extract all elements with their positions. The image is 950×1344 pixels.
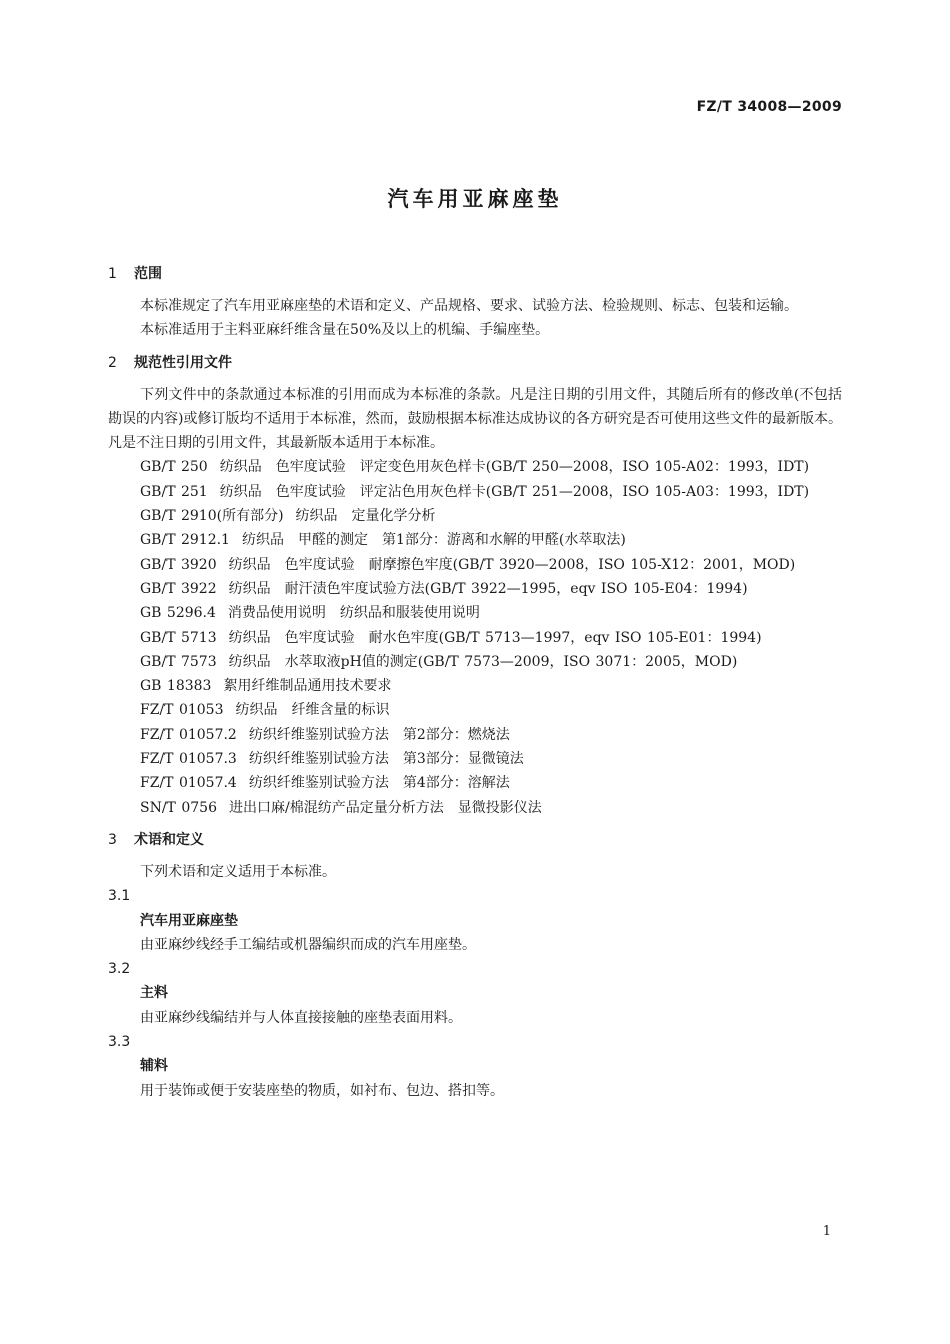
scope-paragraph: 本标准规定了汽车用亚麻座垫的术语和定义、产品规格、要求、试验方法、检验规则、标志、包装和运输。 xyxy=(140,298,798,314)
term-number: 3.2 xyxy=(108,961,131,978)
reference-item: GB/T 2910(所有部分) 纺织品 定量化学分析 xyxy=(140,508,436,525)
reference-list xyxy=(108,455,842,819)
reference-item: GB 18383 絮用纤维制品通用技术要求 xyxy=(140,678,392,695)
term-number: 3.1 xyxy=(108,888,131,905)
reference-item: GB/T 3922 纺织品 耐汗渍色牢度试验方法(GB/T 3922—1995，eqv ISO 105-E04：1994) xyxy=(140,580,748,597)
reference-item: FZ/T 01053 纺织品 纤维含量的标识 xyxy=(140,702,390,719)
reference-item: GB/T 3920 纺织品 色牢度试验 耐摩擦色牢度(GB/T 3920—2008，ISO 105-X12：2001，MOD) xyxy=(140,556,796,573)
standard-number: FZ/T 34008—2009 xyxy=(696,99,842,115)
section-number: 2 xyxy=(108,354,117,371)
section-heading-references xyxy=(108,351,842,375)
reference-item: FZ/T 01057.4 纺织纤维鉴别试验方法 第4部分：溶解法 xyxy=(140,775,510,792)
term-name: 辅料 xyxy=(140,1058,168,1075)
reference-item: FZ/T 01057.2 纺织纤维鉴别试验方法 第2部分：燃烧法 xyxy=(140,726,510,743)
term-name: 主料 xyxy=(140,985,168,1002)
section-heading-scope xyxy=(108,262,842,286)
term-definition: 由亚麻纱线经手工编结或机器编织而成的汽车用座垫。 xyxy=(140,936,476,953)
reference-item: GB 5296.4 消费品使用说明 纺织品和服装使用说明 xyxy=(140,605,480,622)
scope-paragraph: 本标准适用于主料亚麻纤维含量在50%及以上的机编、手编座垫。 xyxy=(140,322,550,339)
reference-item: GB/T 250 纺织品 色牢度试验 评定变色用灰色样卡(GB/T 250—2008，ISO 105-A02：1993，IDT) xyxy=(140,459,810,476)
section-title: 范围 xyxy=(134,266,162,282)
references-intro: 下列文件中的条款通过本标准的引用而成为本标准的条款。凡是注日期的引用文件，其随后所有的修改单(不包括勘误的内容)或修订版均不适用于本标准，然而，鼓励根据本标准达成协议的各方研究是否可使用这些文件的最新版本。凡是不注日期的引用文件，其最新版本适用于本标准。 xyxy=(108,386,842,452)
reference-item: GB/T 251 纺织品 色牢度试验 评定沾色用灰色样卡(GB/T 251—2008，ISO 105-A03：1993，IDT) xyxy=(140,483,810,500)
reference-item: GB/T 7573 纺织品 水萃取液pH值的测定(GB/T 7573—2009，ISO 3071：2005，MOD) xyxy=(140,653,738,670)
term-entry xyxy=(108,1030,842,1103)
term-name: 汽车用亚麻座垫 xyxy=(140,912,238,929)
document-title: 汽车用亚麻座垫 xyxy=(387,187,563,211)
term-definition: 由亚麻纱线编结并与人体直接接触的座垫表面用料。 xyxy=(140,1009,462,1026)
section-heading-terms xyxy=(108,828,842,852)
reference-item: GB/T 2912.1 纺织品 甲醛的测定 第1部分：游离和水解的甲醛(水萃取法) xyxy=(140,532,626,549)
reference-item: GB/T 5713 纺织品 色牢度试验 耐水色牢度(GB/T 5713—1997，eqv ISO 105-E01：1994) xyxy=(140,629,762,646)
section-title: 规范性引用文件 xyxy=(134,354,232,371)
term-entry xyxy=(108,884,842,957)
section-title: 术语和定义 xyxy=(134,831,204,848)
term-definition: 用于装饰或便于安装座垫的物质，如衬布、包边、搭扣等。 xyxy=(140,1082,504,1099)
reference-item: SN/T 0756 进出口麻/棉混纺产品定量分析方法 显微投影仪法 xyxy=(140,799,542,816)
section-number: 3 xyxy=(108,831,117,848)
term-entry xyxy=(108,957,842,1030)
section-number: 1 xyxy=(108,266,117,282)
reference-item: FZ/T 01057.3 纺织纤维鉴别试验方法 第3部分：显微镜法 xyxy=(140,751,524,768)
term-number: 3.3 xyxy=(108,1034,131,1051)
terms-intro: 下列术语和定义适用于本标准。 xyxy=(140,863,336,880)
page-number: 1 xyxy=(822,1224,831,1239)
document-body xyxy=(108,262,842,1103)
